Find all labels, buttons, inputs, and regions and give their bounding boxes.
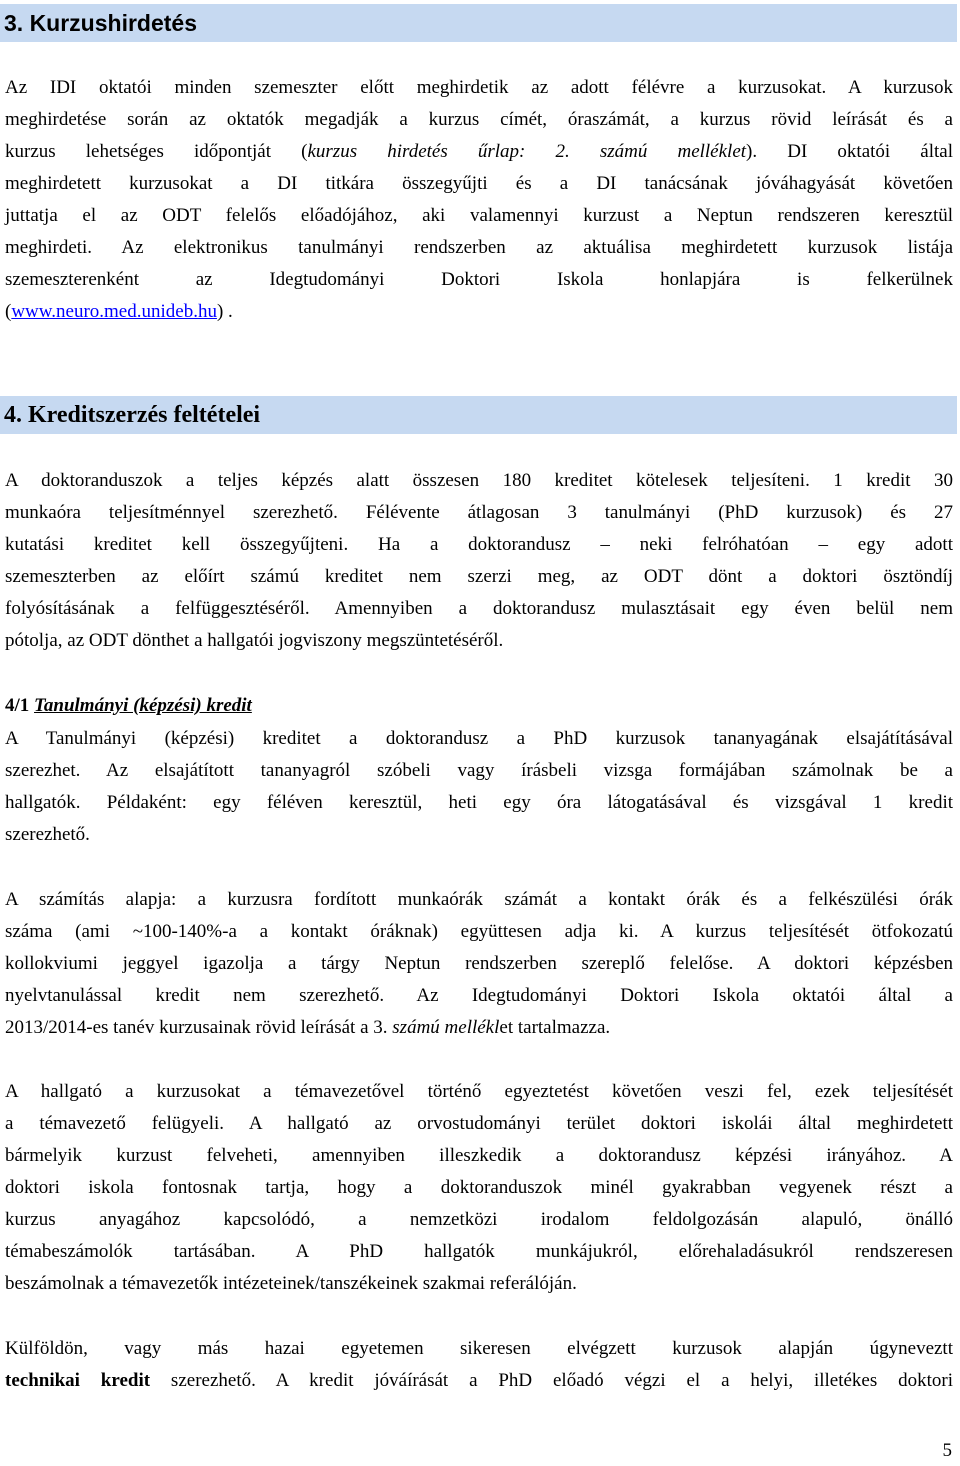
text-line: doktori iskola fontosnak tartja, hogy a doktoranduszok minél gyakrabban vegyenek részt a: [5, 1177, 953, 1198]
text-line: A doktoranduszok a teljes képzés alatt összesen 180 kreditet kötelesek teljesíteni. 1 kredit 30: [5, 470, 953, 491]
section-4-paragraph-2: [5, 723, 953, 851]
text-line: kollokviumi jeggyel igazolja a tárgy Neptun rendszerben szereplő felelőse. A doktori képzésben: [5, 953, 953, 974]
annex-reference: kurzus hirdetés űrlap: 2. számú melléklet: [307, 141, 747, 162]
section-3-paragraph: [5, 72, 953, 328]
text-line: nyelvtanulással kredit nem szerezhető. Az Idegtudományi Doktori Iskola oktatói által a: [5, 985, 953, 1006]
page-number: 5: [942, 1440, 952, 1461]
text-line: pótolja, az ODT dönthet a hallgatói jogviszony megszüntetéséről.: [5, 630, 504, 651]
subsection-title: [5, 690, 252, 722]
text-line: folyósításának a felfüggesztéséről. Amennyiben a doktorandusz mulasztásait egy éven belül nem: [5, 598, 953, 619]
text-line: [5, 296, 953, 328]
text-line: munkaóra teljesítménnyel szerezhető. Félévente átlagosan 3 tanulmányi (PhD kurzusok) és 27: [5, 502, 953, 523]
text-line: A számítás alapja: a kurzusra fordított munkaórák számát a kontakt órák és a felkészülési órák: [5, 889, 953, 910]
bold-term: technikai kredit: [5, 1370, 151, 1391]
text-line: szerezhet. Az elsajátított tananyagról szóbeli vagy írásbeli vizsga formájában számolnak be a: [5, 760, 953, 781]
text-span: et tartalmazza.: [499, 1017, 611, 1038]
website-link[interactable]: www.neuro.med.unideb.hu: [11, 301, 217, 322]
subsection-number: 4/1: [5, 695, 35, 716]
text-span: (: [5, 301, 12, 322]
text-line: A Tanulmányi (képzési) kreditet a doktorandusz a PhD kurzusok tananyagának elsajátításával: [5, 728, 953, 749]
text-line: kurzus anyagához kapcsolódó, a nemzetközi irodalom feldolgozásán alapuló, önálló: [5, 1209, 953, 1230]
text-span: kurzus lehetséges időpontját (: [5, 141, 308, 162]
text-line: meghirdeti. Az elektronikus tanulmányi rendszerben az aktuálisa meghirdetett kurzusok listája: [5, 237, 953, 258]
text-line: szemeszterben az előírt számú kreditet nem szerzi meg, az ODT dönt a doktori ösztöndíj: [5, 566, 953, 587]
text-span: ) .: [216, 301, 233, 322]
text-line: bármelyik kurzust felveheti, amennyiben illeszkedik a doktorandusz képzési irányához. A: [5, 1145, 953, 1166]
text-line: száma (ami ~100-140%-a a kontakt óráknak) együttesen adja ki. A kurzus teljesítését ötfokozatú: [5, 921, 953, 942]
text-line: A hallgató a kurzusokat a témavezetővel történő egyeztetést követően veszi fel, ezek teljesítését: [5, 1081, 953, 1102]
text-line: szemeszterenként az Idegtudományi Doktori Iskola honlapjára is felkerülnek: [5, 269, 953, 290]
text-span: 2013/2014-es tanév kurzusainak rövid leírását a 3.: [5, 1017, 393, 1038]
section-4-paragraph-5: [5, 1333, 953, 1397]
text-line: meghirdetett kurzusokat a DI titkára összegyűjti és a DI tanácsának jóváhagyását követően: [5, 173, 953, 194]
text-line: beszámolnak a témavezetők intézeteinek/tanszékeinek szakmai referálóján.: [5, 1273, 577, 1294]
text-line: [5, 1365, 953, 1397]
text-line: témabeszámolók tartásában. A PhD hallgatók munkájukról, előrehaladásukról rendszeresen: [5, 1241, 953, 1262]
text-line: meghirdetése során az oktatók megadják a kurzus címét, óraszámát, a kurzus rövid leírását és a: [5, 109, 953, 130]
text-line: Külföldön, vagy más hazai egyetemen sikeresen elvégzett kurzusok alapján úgyneveztt: [5, 1338, 953, 1359]
text-line: Az IDI oktatói minden szemeszter előtt meghirdetik az adott félévre a kurzusokat. A kurzusok: [5, 77, 953, 98]
text-line: juttatja el az ODT felelős előadójához, aki valamennyi kurzust a Neptun rendszeren keresztül: [5, 205, 953, 226]
text-span: szerezhető. A kredit jóváírását a PhD előadó végzi el a helyi, illetékes doktori: [150, 1370, 953, 1391]
text-span: ). DI oktatói által: [746, 141, 954, 162]
section-4-paragraph-1: [5, 465, 953, 657]
section-4-paragraph-3: [5, 884, 953, 1044]
text-line: hallgatók. Példaként: egy féléven keresztül, heti egy óra látogatásával és vizsgával 1 kredit: [5, 792, 953, 813]
section-4-heading: 4. Kreditszerzés feltételei: [0, 396, 957, 434]
section-3-heading: 3. Kurzushirdetés: [0, 4, 957, 42]
subsection-name: Tanulmányi (képzési) kredit: [34, 695, 252, 716]
text-line: [5, 1012, 953, 1044]
section-4-paragraph-4: [5, 1076, 953, 1300]
annex-reference: számú mellékl: [392, 1017, 500, 1038]
text-line: [5, 136, 953, 168]
text-line: szerezhető.: [5, 824, 90, 845]
text-line: kutatási kreditet kell összegyűjteni. Ha a doktorandusz – neki felróhatóan – egy adott: [5, 534, 953, 555]
text-line: a témavezető felügyeli. A hallgató az orvostudományi terület doktori iskolái által meghirdetett: [5, 1113, 953, 1134]
